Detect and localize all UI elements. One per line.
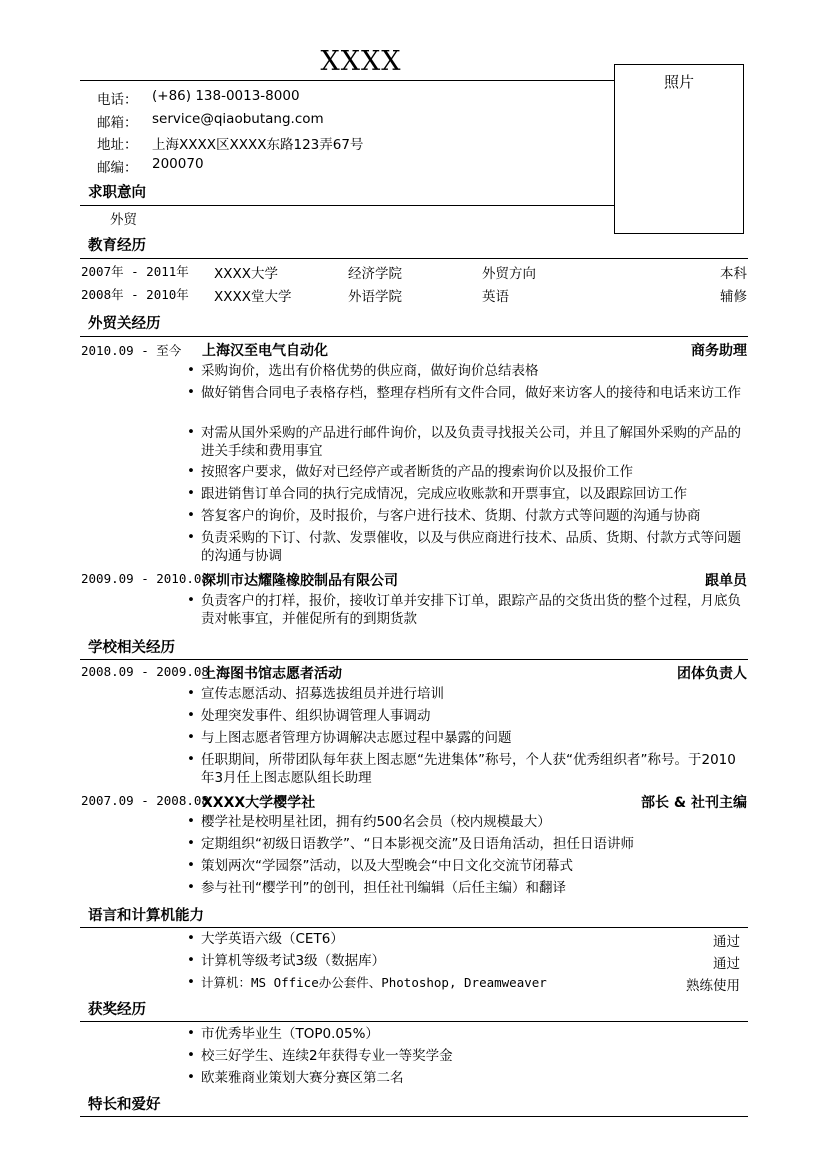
bullet-icon: •	[187, 930, 195, 946]
postcode-label: 邮编：	[97, 160, 138, 176]
job-bullet: 对需从国外采购的产品进行邮件询价，以及负责寻找报关公司，并且了解国外采购的产品的进关手续和费用事宜	[201, 425, 741, 459]
edu-major: 英语	[482, 289, 509, 305]
bullet-icon: •	[187, 384, 195, 400]
job-bullet: 策划两次“学园祭”活动，以及大型晚会“中日文化交流节闭幕式	[201, 858, 573, 874]
award-item: 市优秀毕业生（TOP0.05%）	[201, 1026, 379, 1042]
job-date: 2008.09 - 2009.08	[81, 664, 209, 679]
job-bullet: 宣传志愿活动、招募选拔组员并进行培训	[201, 686, 444, 702]
divider-hobbies	[80, 1116, 748, 1117]
divider-school	[80, 659, 748, 660]
job-bullet: 做好销售合同电子表格存档，整理存档所有文件合同，做好来访客人的接待和电话来访工作	[201, 385, 741, 401]
skill-item: 计算机：MS Office办公套件、Photoshop, Dreamweaver	[201, 975, 547, 990]
divider-work	[80, 336, 748, 337]
skill-level: 通过	[713, 956, 740, 972]
bullet-icon: •	[187, 751, 195, 767]
edu-major: 外贸方向	[482, 266, 536, 282]
job-role: 部长 & 社刊主编	[641, 795, 747, 811]
photo-label: 照片	[663, 73, 694, 91]
section-title-awards: 获奖经历	[88, 1002, 146, 1018]
bullet-icon: •	[187, 424, 195, 440]
header-divider	[80, 80, 614, 81]
phone-value: (+86) 138-0013-8000	[152, 88, 300, 104]
job-org: XXXX大学樱学社	[202, 795, 316, 811]
edu-degree: 辅修	[720, 289, 747, 305]
bullet-icon: •	[187, 592, 195, 608]
job-bullet: 跟进销售订单合同的执行完成情况，完成应收账款和开票事宜，以及跟踪回访工作	[201, 486, 687, 502]
job-date: 2009.09 - 2010.08	[81, 571, 209, 586]
divider-objective	[80, 205, 614, 206]
job-org: 上海汉至电气自动化	[202, 343, 328, 359]
section-title-work: 外贸关经历	[88, 316, 161, 332]
bullet-icon: •	[187, 707, 195, 723]
edu-school: XXXX大学	[214, 266, 278, 282]
edu-college: 外语学院	[348, 289, 402, 305]
bullet-icon: •	[187, 813, 195, 829]
edu-degree: 本科	[720, 266, 747, 282]
section-title-objective: 求职意向	[88, 185, 146, 201]
job-bullet: 采购询价，选出有价格优势的供应商，做好询价总结表格	[201, 363, 539, 379]
bullet-icon: •	[187, 879, 195, 895]
email-value: service@qiaobutang.com	[152, 111, 324, 127]
job-org: 上海图书馆志愿者活动	[202, 666, 342, 682]
job-role: 跟单员	[705, 573, 747, 589]
bullet-icon: •	[187, 463, 195, 479]
bullet-icon: •	[187, 485, 195, 501]
job-bullet: 与上图志愿者管理方协调解决志愿过程中暴露的问题	[201, 730, 512, 746]
job-bullet: 答复客户的询价，及时报价，与客户进行技术、货期、付款方式等问题的沟通与协商	[201, 508, 701, 524]
job-role: 团体负责人	[677, 666, 747, 682]
phone-label: 电话：	[97, 92, 138, 108]
bullet-icon: •	[187, 974, 195, 990]
job-date: 2010.09 - 至今	[81, 343, 182, 358]
job-bullet: 定期组织“初级日语教学”、“日本影视交流”及日语角活动，担任日语讲师	[201, 836, 634, 852]
bullet-icon: •	[187, 1025, 195, 1041]
award-item: 欧莱雅商业策划大赛分赛区第二名	[201, 1070, 404, 1086]
job-bullet: 任职期间，所带团队每年获上图志愿“先进集体”称号，个人获“优秀组织者”称号。于2010年3月任上图志愿队组长助理	[201, 752, 736, 786]
job-role: 商务助理	[691, 343, 747, 359]
bullet-icon: •	[187, 685, 195, 701]
section-title-hobbies: 特长和爱好	[88, 1097, 161, 1113]
objective-value: 外贸	[110, 212, 137, 228]
skill-level: 通过	[713, 934, 740, 950]
bullet-icon: •	[187, 362, 195, 378]
job-bullet: 参与社刊“樱学刊”的创刊，担任社刊编辑（后任主编）和翻译	[201, 880, 566, 896]
bullet-icon: •	[187, 952, 195, 968]
edu-date: 2008年 - 2010年	[81, 287, 189, 302]
bullet-icon: •	[187, 1069, 195, 1085]
job-bullet: 按照客户要求，做好对已经停产或者断货的产品的搜索询价以及报价工作	[201, 464, 633, 480]
job-bullet: 处理突发事件、组织协调管理人事调动	[201, 708, 431, 724]
skill-item: 计算机等级考试3级（数据库）	[201, 953, 386, 969]
postcode-value: 200070	[152, 156, 204, 172]
divider-awards	[80, 1021, 748, 1022]
divider-education	[80, 258, 748, 259]
email-label: 邮箱：	[97, 115, 138, 131]
section-title-school: 学校相关经历	[88, 640, 175, 656]
skill-level: 熟练使用	[686, 978, 740, 994]
job-bullet: 负责客户的打样，报价，接收订单并安排下订单，跟踪产品的交货出货的整个过程，月底负责对帐事宜，并催促所有的到期货款	[201, 593, 741, 627]
address-label: 地址：	[97, 137, 138, 153]
award-item: 校三好学生、连续2年获得专业一等奖学金	[201, 1048, 453, 1064]
skill-item: 大学英语六级（CET6）	[201, 931, 344, 947]
bullet-icon: •	[187, 1047, 195, 1063]
edu-college: 经济学院	[348, 266, 402, 282]
bullet-icon: •	[187, 857, 195, 873]
job-org: 深圳市达耀隆橡胶制品有限公司	[202, 573, 398, 589]
section-title-education: 教育经历	[88, 238, 146, 254]
job-bullet: 负责采购的下订、付款、发票催收，以及与供应商进行技术、品质、货期、付款方式等问题的沟通与协调	[201, 530, 741, 564]
divider-skills	[80, 927, 748, 928]
resume-name: XXXX	[320, 46, 402, 77]
job-bullet: 樱学社是校明星社团，拥有约500名会员（校内规模最大）	[201, 814, 551, 830]
address-value: 上海XXXX区XXXX东路123弄67号	[152, 137, 364, 153]
photo-box	[614, 64, 744, 234]
bullet-icon: •	[187, 835, 195, 851]
section-title-skills: 语言和计算机能力	[88, 908, 204, 924]
job-date: 2007.09 - 2008.08	[81, 793, 209, 808]
edu-date: 2007年 - 2011年	[81, 264, 189, 279]
bullet-icon: •	[187, 507, 195, 523]
edu-school: XXXX堂大学	[214, 289, 292, 305]
bullet-icon: •	[187, 729, 195, 745]
bullet-icon: •	[187, 529, 195, 545]
